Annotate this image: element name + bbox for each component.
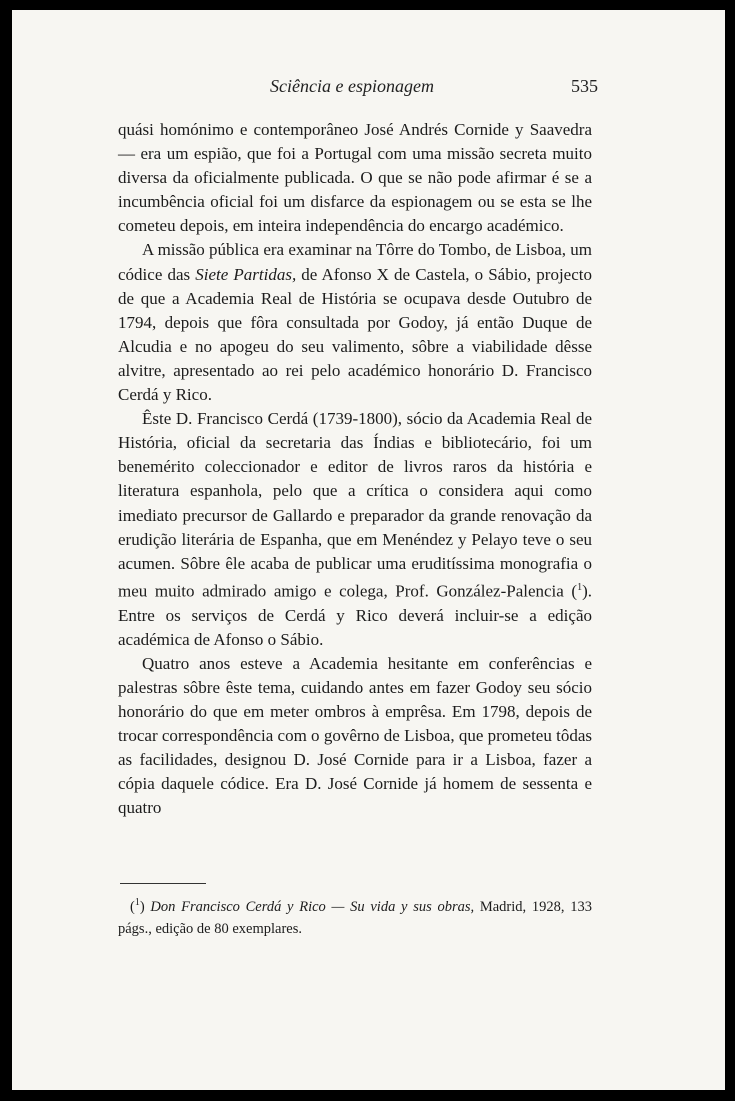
book-page <box>12 10 725 1090</box>
footnote-divider <box>120 883 206 884</box>
text-run: Quatro anos esteve a Academia hesitante em conferências e palestras sôbre êste tema, cuidando antes em fazer Godoy seu sócio honorário do que em meter ombros à emprêsa. Em 1798, depois de trocar correspondência com o govêrno de Lisboa, que prometeu tôdas as facilidades, designou D. José Cornide para ir a Lisboa, fazer a cópia daquele códice. Era D. José Cornide já homem de sessenta e quatro <box>118 653 592 818</box>
footnote <box>118 892 592 940</box>
page-number: 535 <box>571 76 598 96</box>
text-run: Êste D. Francisco Cerdá (1739-1800), sócio da Academia Real de História, oficial da secretaria das Índias e bibliotecário, foi um benemérito coleccionador e editor de livros raros da história e literatura espanhola, pelo que a crítica o considera aqui como imediato precursor de Gallardo e preparador da grande renovação da erudição literária de Espanha, que em Menéndez y Pelayo teve o seu acumen. Sôbre êle acaba de publicar uma eruditíssima monografia o meu muito admirado amigo e colega, Prof. González-Palencia ( <box>118 409 592 601</box>
text-run: ( <box>130 898 135 915</box>
text-run: de Afonso X de Castela, o Sábio, projecto de que a Academia Real de História se ocupava desde Outubro de 1794, depois que fôra consultada por Godoy, já então Duque de Alcudia e no apogeu do seu valimento, sôbre a viabilidade dêsse alvitre, apresentado ao rei pelo académico honorário D. Francisco Cerdá y Rico. <box>118 264 592 405</box>
text-run: ). Entre os serviços de Cerdá y Rico deverá incluir-se a edição académica de Afonso o Sábio. <box>118 581 592 649</box>
body-text <box>118 118 592 820</box>
running-title: Sciência e espionagem <box>270 76 434 96</box>
page-header <box>120 76 598 100</box>
italic-text: Don Francisco Cerdá y Rico — Su vida y sus obras, <box>150 898 475 915</box>
paragraph <box>118 118 592 238</box>
text-run: Madrid, 1928, 133 págs., edição de 80 exemplares. <box>118 898 592 937</box>
text-run: quási homónimo e contemporâneo José Andrés Cornide y Saavedra — era um espião, que foi a Portugal com uma missão secreta muito diversa da oficialmente publicada. O que se não pode afirmar é se a incumbência oficial foi um disfarce da espionagem ou se esta se lhe cometeu depois, em inteira independência do encargo académico. <box>118 120 592 236</box>
text-run: A missão pública era examinar na Tôrre do Tombo, de Lisboa, um códice das <box>118 240 592 284</box>
paragraph <box>118 238 592 407</box>
paragraph <box>118 407 592 652</box>
italic-text: Siete Partidas, <box>195 264 297 284</box>
paragraph <box>118 652 592 821</box>
text-run: ) <box>139 898 151 915</box>
footnote-marker: 1 <box>134 897 140 908</box>
footnote-marker: 1 <box>577 581 583 593</box>
